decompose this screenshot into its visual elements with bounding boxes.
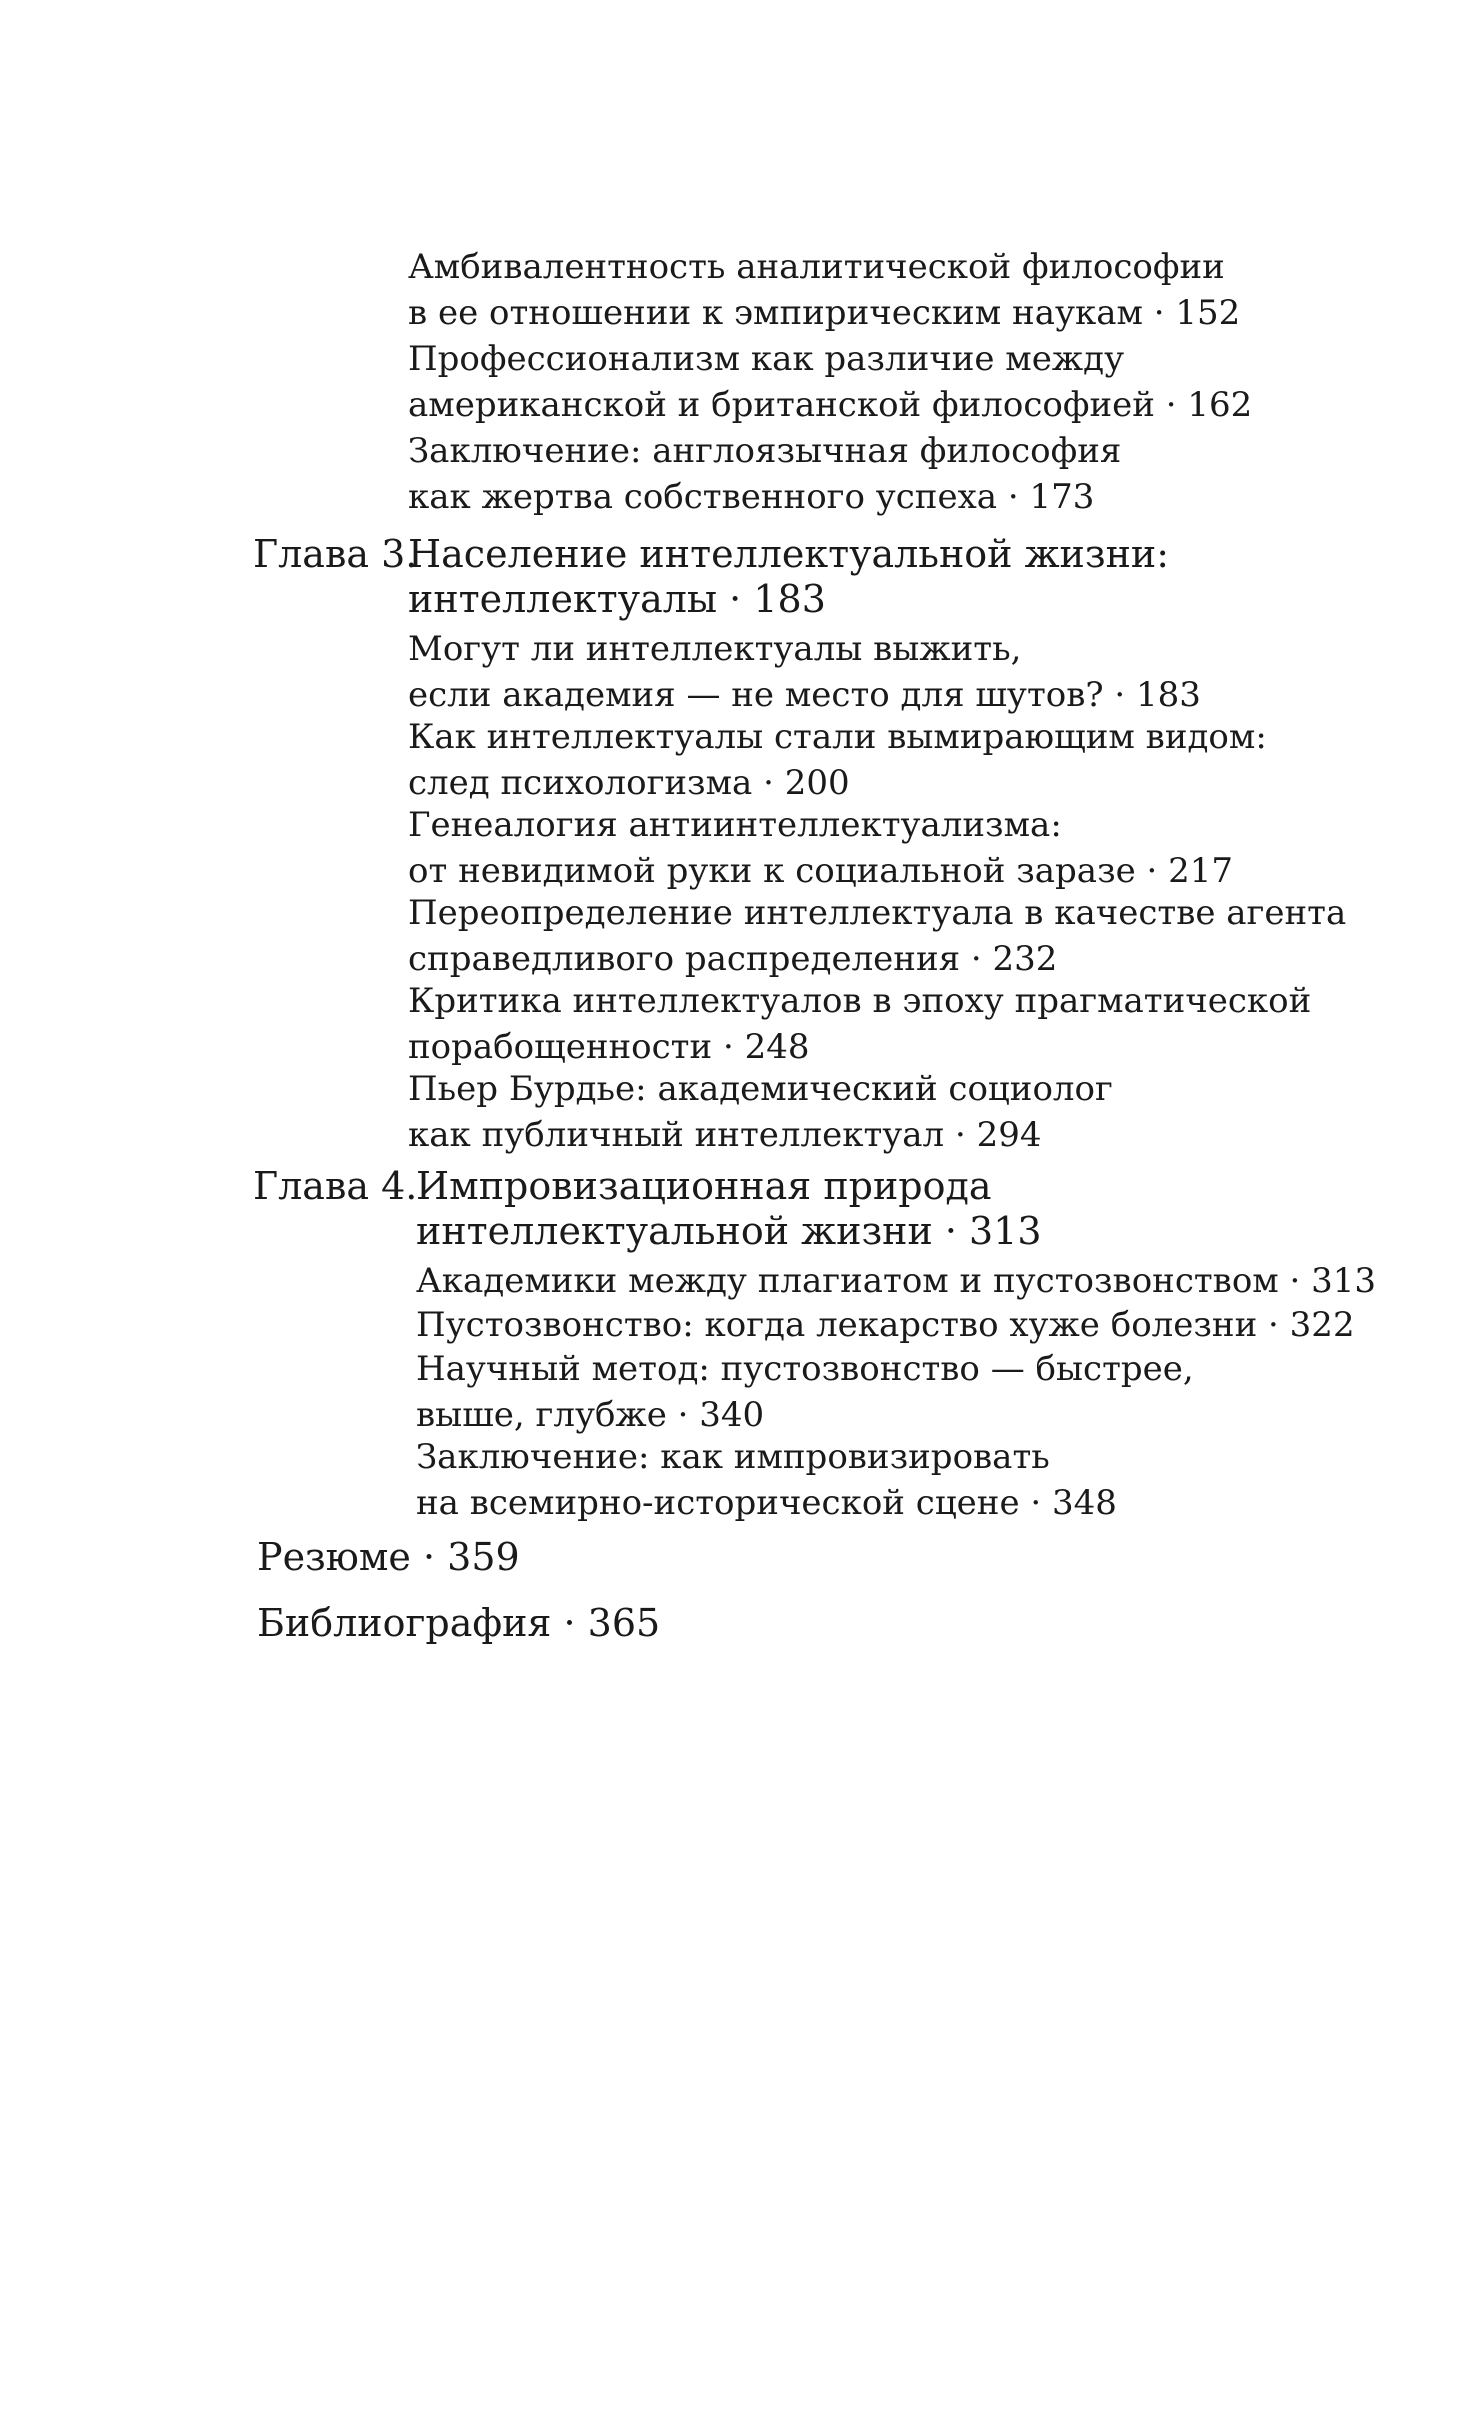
toc-entry-professionalism-line2: американской и британской философией · 162	[408, 385, 1253, 425]
toc-entry-redefinition-line2: справедливого распределения · 232	[408, 939, 1058, 979]
toc-entry-professionalism-line1: Профессионализм как различие между	[408, 339, 1125, 379]
toc-entry-improvise-line1: Заключение: как импровизировать	[416, 1437, 1050, 1477]
toc-entry-bourdieu-line2: как публичный интеллектуал · 294	[408, 1115, 1042, 1155]
toc-entry-critique-line1: Критика интеллектуалов в эпоху прагматической	[408, 981, 1312, 1021]
toc-entry-plagiarism: Академики между плагиатом и пустозвонством · 313	[416, 1261, 1377, 1301]
toc-entry-critique-line2: порабощенности · 248	[408, 1027, 810, 1067]
chapter-4-label: Глава 4.	[253, 1164, 418, 1208]
toc-entry-redefinition-line1: Переопределение интеллектуала в качестве агента	[408, 893, 1347, 933]
chapter-3-title-line2: интеллектуалы · 183	[408, 577, 826, 621]
toc-entry-analytic-ambivalence-line2: в ее отношении к эмпирическим наукам · 152	[408, 293, 1241, 333]
chapter-3-title-line1: Население интеллектуальной жизни:	[408, 532, 1170, 576]
toc-entry-improvise-line2: на всемирно-исторической сцене · 348	[416, 1483, 1117, 1523]
toc-entry-scientific-method-line2: выше, глубже · 340	[416, 1395, 765, 1435]
toc-entry-intellectuals-survive-line2: если академия — не место для шутов? · 183	[408, 675, 1201, 715]
toc-entry-endangered-species-line1: Как интеллектуалы стали вымирающим видом:	[408, 717, 1267, 757]
toc-entry-remedy-worse: Пустозвонство: когда лекарство хуже болезни · 322	[416, 1305, 1355, 1345]
toc-bibliography: Библиография · 365	[257, 1601, 661, 1645]
toc-entry-intellectuals-survive-line1: Могут ли интеллектуалы выжить,	[408, 629, 1022, 669]
toc-summary: Резюме · 359	[257, 1535, 520, 1579]
toc-entry-conclusion-anglophone-line2: как жертва собственного успеха · 173	[408, 477, 1095, 517]
toc-entry-endangered-species-line2: след психологизма · 200	[408, 763, 850, 803]
toc-entry-bourdieu-line1: Пьер Бурдье: академический социолог	[408, 1069, 1113, 1109]
toc-entry-conclusion-anglophone-line1: Заключение: англоязычная философия	[408, 431, 1122, 471]
chapter-3-label: Глава 3.	[253, 532, 418, 576]
toc-entry-scientific-method-line1: Научный метод: пустозвонство — быстрее,	[416, 1349, 1194, 1389]
chapter-4-title-line2: интеллектуальной жизни · 313	[416, 1209, 1042, 1253]
toc-entry-genealogy-line1: Генеалогия антиинтеллектуализма:	[408, 805, 1062, 845]
toc-entry-genealogy-line2: от невидимой руки к социальной заразе · 217	[408, 851, 1234, 891]
toc-entry-analytic-ambivalence-line1: Амбивалентность аналитической философии	[408, 247, 1225, 287]
chapter-4-title-line1: Импровизационная природа	[416, 1164, 992, 1208]
